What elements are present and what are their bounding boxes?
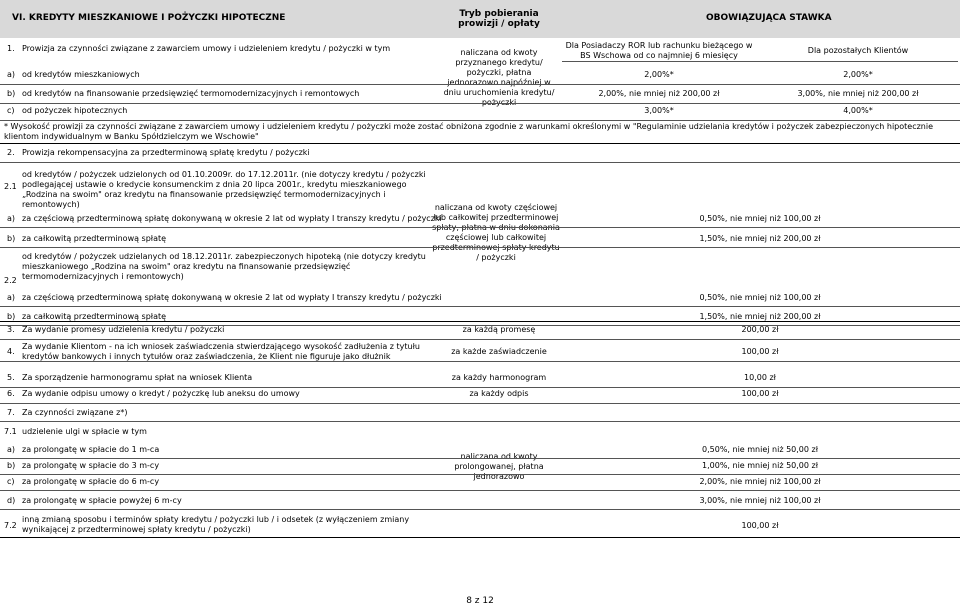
section-1-col-b-header: Dla pozostałych Klientów (807, 46, 909, 55)
section-1-col-a-header: Dla Posiadaczy ROR lub rachunku bieżącego w BS Wschowa od co najmniej 6 miesięcy (565, 41, 753, 60)
section-7-mode: naliczana od kwoty prolongowanej, płatna jednorazowo (454, 452, 544, 481)
section-7-2-label: inną zmianą sposobu i terminów spłaty kredytu / pożyczki lub / i odsetek (z wyłączeniem zmiany wynikającej z przedterminowej spłaty kredytu / pożyczki) (22, 515, 410, 534)
rate-col-b: 3,00%, nie mniej niż 200,00 zł (797, 89, 919, 98)
section-7-number: 7. (7, 408, 15, 417)
section-7-1-label: udzielenie ulgi w spłacie w tym (22, 427, 147, 436)
row-label: za prolongatę w spłacie powyżej 6 m-cy (22, 496, 182, 505)
item-number: 3. (7, 325, 15, 334)
item-number: 5. (7, 373, 15, 382)
row-rate: 2,00%, nie mniej niż 100,00 zł (699, 477, 821, 486)
section-1-number: 1. (7, 44, 15, 53)
row-letter: a) (7, 214, 16, 223)
rate-col-b: 4,00%* (843, 106, 873, 115)
section-7-1-number: 7.1 (4, 427, 17, 436)
row-rate: 0,50%, nie mniej niż 100,00 zł (699, 293, 821, 302)
row-label: za prolongatę w spłacie do 1 m-ca (22, 445, 160, 454)
item-label: Za wydanie promesy udzielenia kredytu / pożyczki (22, 325, 225, 334)
row-label: od kredytów na finansowanie przedsięwzięć termomodernizacyjnych i remontowych (22, 89, 360, 98)
rate-col-a: 2,00%* (644, 70, 674, 79)
item-label: Za wydanie odpisu umowy o kredyt / pożyczkę lub aneksu do umowy (22, 389, 300, 398)
row-letter: b) (7, 312, 16, 321)
section-1-mode: naliczana od kwoty przyznanego kredytu/ pożyczki, płatna jednorazowo najpóźniej w dniu uruchomienia kredytu/ pożyczki (443, 48, 555, 107)
row-letter: b) (7, 461, 16, 470)
row-label: za częściową przedterminową spłatę dokonywaną w okresie 2 lat od wypłaty I transzy kredytu / pożyczki (22, 214, 442, 223)
section-7-2-rate: 100,00 zł (741, 521, 779, 530)
row-rate: 0,50%, nie mniej niż 100,00 zł (699, 214, 821, 223)
section-7-label: Za czynności związane z*) (22, 408, 128, 417)
row-letter: b) (7, 89, 16, 98)
row-label: za całkowitą przedterminową spłatę (22, 312, 167, 321)
item-number: 4. (7, 347, 15, 356)
row-label: od pożyczek hipotecznych (22, 106, 128, 115)
item-label: Za wydanie Klientom - na ich wniosek zaświadczenia stwierdzającego wysokość zadłużenia z tytułu kredytów bankowych i innych tytułów oraz zaświadczenia, że Klient nie figuruje jako dłużnik (22, 342, 420, 361)
row-letter: a) (7, 445, 16, 454)
section-2-mode: naliczana od kwoty częściowej lub całkowitej przedterminowej spłaty, płatna w dniu dokonania częściowej lub całkowitej przedterminowej spłaty kredytu / pożyczki (432, 203, 560, 262)
section-2-1-number: 2.1 (4, 182, 17, 191)
row-rate: 3,00%, nie mniej niż 100,00 zł (699, 496, 821, 505)
section-2-2-text: od kredytów / pożyczek udzielanych od 18.12.2011r. zabezpieczonych hipoteką (nie dotyczy kredytu mieszkaniowego „Rodzina na swoim" oraz kredytu na finansowanie przedsięwzięć termomodernizacyjnych i remontowych) (22, 252, 426, 281)
row-letter: a) (7, 70, 16, 79)
item-number: 6. (7, 389, 15, 398)
section-1-footnote: * Wysokość prowizji za czynności związane z zawarciem umowy i udzieleniem kredytu / pożyczki może zostać obniżona zgodnie z warunkami określonymi w "Regulaminie udzielania kredytów i pożyczek zabezpieczonych hipotecznie klientom indywidualnym w Banku Spółdzielczym we Wschowie" (4, 122, 934, 141)
item-rate: 200,00 zł (741, 325, 779, 334)
section-2-number: 2. (7, 148, 15, 157)
section-title: VI. KREDYTY MIESZKANIOWE I POŻYCZKI HIPOTECZNE (12, 13, 286, 23)
item-rate: 100,00 zł (741, 389, 779, 398)
row-rate: 1,00%, nie mniej niż 50,00 zł (702, 461, 818, 470)
section-2-1-text: od kredytów / pożyczek udzielonych od 01.10.2009r. do 17.12.2011r. (nie dotyczy kredytu / pożyczki podlegającej ustawie o kredycie konsumenckim z dnia 20 lipca 2001r., kredytu mieszkaniowego „Rodzina na swoim" oraz kredytu na finansowanie przedsięwzięć termomodernizacyjnych i remontowych) (22, 170, 426, 209)
section-7-2-number: 7.2 (4, 521, 17, 530)
section-2-title: Prowizja rekompensacyjna za przedterminową spłatę kredytu / pożyczki (22, 148, 310, 157)
row-letter: c) (7, 106, 15, 115)
rate-col-a: 3,00%* (644, 106, 674, 115)
row-rate: 0,50%, nie mniej niż 50,00 zł (702, 445, 818, 454)
row-label: od kredytów mieszkaniowych (22, 70, 140, 79)
section-1-title: Prowizja za czynności związane z zawarciem umowy i udzieleniem kredytu / pożyczki w tym (22, 44, 391, 53)
row-label: za częściową przedterminową spłatę dokonywaną w okresie 2 lat od wypłaty I transzy kredytu / pożyczki (22, 293, 442, 302)
row-letter: b) (7, 234, 16, 243)
item-mode: za każdy odpis (469, 389, 529, 398)
item-rate: 100,00 zł (741, 347, 779, 356)
item-mode: za każde zaświadczenie (451, 347, 547, 356)
item-mode: za każdą promesę (462, 325, 536, 334)
item-mode: za każdy harmonogram (451, 373, 547, 382)
row-letter: a) (7, 293, 16, 302)
mode-column-header: Tryb pobierania prowizji / opłaty (458, 9, 540, 29)
item-label: Za sporządzenie harmonogramu spłat na wniosek Klienta (22, 373, 253, 382)
section-2-2-number: 2.2 (4, 276, 17, 285)
row-label: za prolongatę w spłacie do 6 m-cy (22, 477, 160, 486)
row-label: za całkowitą przedterminową spłatę (22, 234, 167, 243)
row-rate: 1,50%, nie mniej niż 200,00 zł (699, 234, 821, 243)
rate-col-b: 2,00%* (843, 70, 873, 79)
row-rate: 1,50%, nie mniej niż 200,00 zł (699, 312, 821, 321)
row-letter: c) (7, 477, 15, 486)
rate-column-header: OBOWIĄZUJĄCA STAWKA (706, 13, 832, 23)
rate-col-a: 2,00%, nie mniej niż 200,00 zł (598, 89, 720, 98)
page-number: 8 z 12 (466, 596, 494, 606)
row-label: za prolongatę w spłacie do 3 m-cy (22, 461, 160, 470)
row-letter: d) (7, 496, 16, 505)
item-rate: 10,00 zł (744, 373, 776, 382)
